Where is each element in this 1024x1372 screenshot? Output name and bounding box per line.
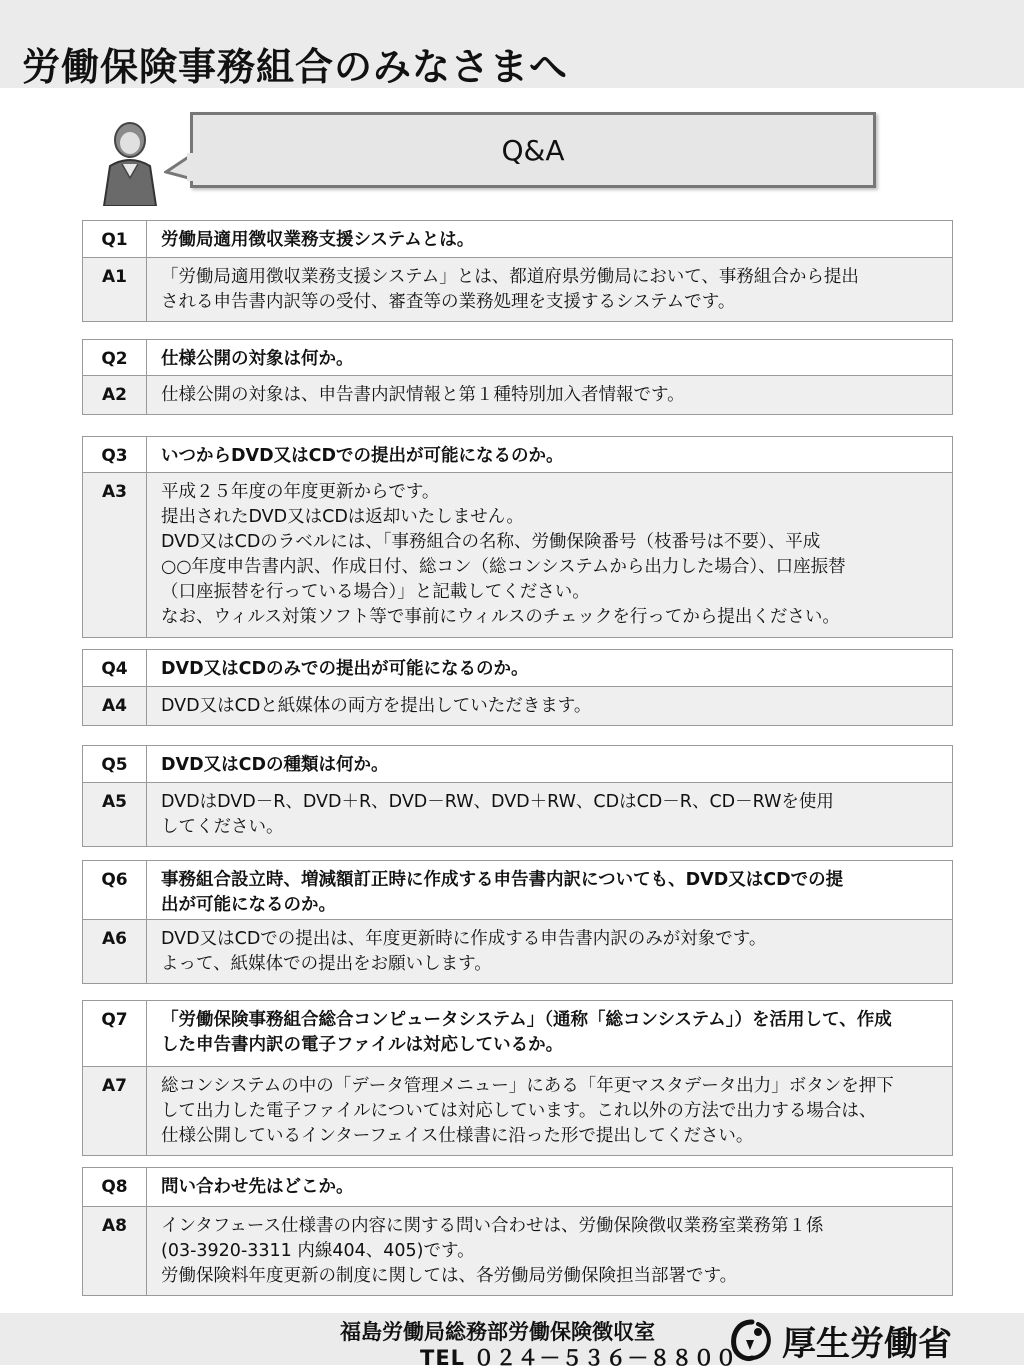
answer-row: [83, 257, 952, 321]
answer-label: A6: [83, 920, 147, 983]
question-row: [83, 340, 952, 375]
qa-block-1: [82, 220, 953, 322]
question-text: 仕様公開の対象は何か。: [147, 340, 952, 375]
qa-block-7: [82, 1000, 953, 1156]
question-text: DVD又はCDの種類は何か。: [147, 746, 952, 782]
question-label: Q5: [83, 746, 147, 782]
question-label: Q4: [83, 650, 147, 686]
question-row: [83, 1001, 952, 1066]
bubble-tail-joint: [187, 153, 195, 181]
qa-block-8: [82, 1167, 953, 1296]
qa-block-4: [82, 649, 953, 726]
question-text: 「労働保険事務組合総合コンピュータシステム」（通称「総コンシステム」）を活用して、作成 した申告書内訳の電子ファイルは対応しているか。: [147, 1001, 952, 1066]
question-label: Q7: [83, 1001, 147, 1066]
answer-row: [83, 919, 952, 983]
answer-text: 「労働局適用徴収業務支援システム」とは、都道府県労働局において、事務組合から提出 される申告書内訳等の受付、審査等の業務処理を支援するシステムです。: [147, 258, 952, 321]
answer-row: [83, 1206, 952, 1295]
question-text: 労働局適用徴収業務支援システムとは。: [147, 221, 952, 257]
ministry-name: 厚生労働省: [782, 1324, 952, 1364]
question-row: [83, 1168, 952, 1206]
qa-block-2: [82, 339, 953, 415]
question-text: DVD又はCDのみでの提出が可能になるのか。: [147, 650, 952, 686]
answer-row: [83, 1066, 952, 1155]
answer-text: 平成２５年度の年度更新からです。 提出されたDVD又はCDは返却いたしません。 DVD又はCDのラベルには、「事務組合の名称、労働保険番号（枝番号は不要）、平成 ○○年度申告書内訳、作成日付、総コン（総コンシステムから出力した場合）、口座振替 （口座振替を行っている場合）」と記載してください。 なお、ウィルス対策ソフト等で事前にウィルスのチェックを行ってから提出ください。: [147, 473, 952, 637]
answer-row: [83, 472, 952, 637]
answer-label: A3: [83, 473, 147, 637]
bubble-text: Q&A: [501, 133, 565, 167]
answer-label: A5: [83, 783, 147, 846]
question-label: Q3: [83, 437, 147, 472]
question-label: Q6: [83, 861, 147, 919]
answer-label: A7: [83, 1067, 147, 1155]
answer-text: 総コンシステムの中の「データ管理メニュー」にある「年更マスタデータ出力」ボタンを押下 して出力した電子ファイルについては対応しています。これ以外の方法で出力する場合は、 仕様公開しているインターフェイス仕様書に沿った形で提出してください。: [147, 1067, 952, 1155]
answer-row: [83, 782, 952, 846]
answer-label: A8: [83, 1207, 147, 1295]
mhlw-logo-icon: [728, 1318, 776, 1362]
question-row: [83, 746, 952, 782]
question-text: いつからDVD又はCDでの提出が可能になるのか。: [147, 437, 952, 472]
question-row: [83, 221, 952, 257]
question-text: 問い合わせ先はどこか。: [147, 1168, 952, 1206]
answer-row: [83, 686, 952, 725]
answer-text: DVD又はCDと紙媒体の両方を提出していただきます。: [147, 687, 952, 725]
answer-text: DVD又はCDでの提出は、年度更新時に作成する申告書内訳のみが対象です。 よって、紙媒体での提出をお願いします。: [147, 920, 952, 983]
qa-block-5: [82, 745, 953, 847]
question-row: [83, 861, 952, 919]
qa-block-3: [82, 436, 953, 638]
answer-text: 仕様公開の対象は、申告書内訳情報と第１種特別加入者情報です。: [147, 376, 952, 414]
question-text: 事務組合設立時、増減額訂正時に作成する申告書内訳についても、DVD又はCDでの提 出が可能になるのか。: [147, 861, 952, 919]
question-label: Q2: [83, 340, 147, 375]
question-row: [83, 437, 952, 472]
question-row: [83, 650, 952, 686]
person-icon: [98, 120, 162, 206]
qa-bubble: [190, 112, 876, 188]
answer-text: インタフェース仕様書の内容に関する問い合わせは、労働保険徴収業務室業務第１係 (03-3920-3311 内線404、405)です。 労働保険料年度更新の制度に関しては、各労働局労働保険担当部署です。: [147, 1207, 952, 1295]
footer-department: 福島労働局総務部労働保険徴収室: [340, 1320, 655, 1344]
question-label: Q1: [83, 221, 147, 257]
qa-block-6: [82, 860, 953, 984]
answer-label: A2: [83, 376, 147, 414]
question-label: Q8: [83, 1168, 147, 1206]
page-title: 労働保険事務組合のみなさまへ: [22, 45, 569, 89]
footer-tel: TEL ０２４－５３６－８８００: [420, 1346, 738, 1370]
answer-text: DVDはDVD－R、DVD＋R、DVD－RW、DVD＋RW、CDはCD－R、CD－RWを使用 してください。: [147, 783, 952, 846]
answer-label: A1: [83, 258, 147, 321]
answer-row: [83, 375, 952, 414]
answer-label: A4: [83, 687, 147, 725]
